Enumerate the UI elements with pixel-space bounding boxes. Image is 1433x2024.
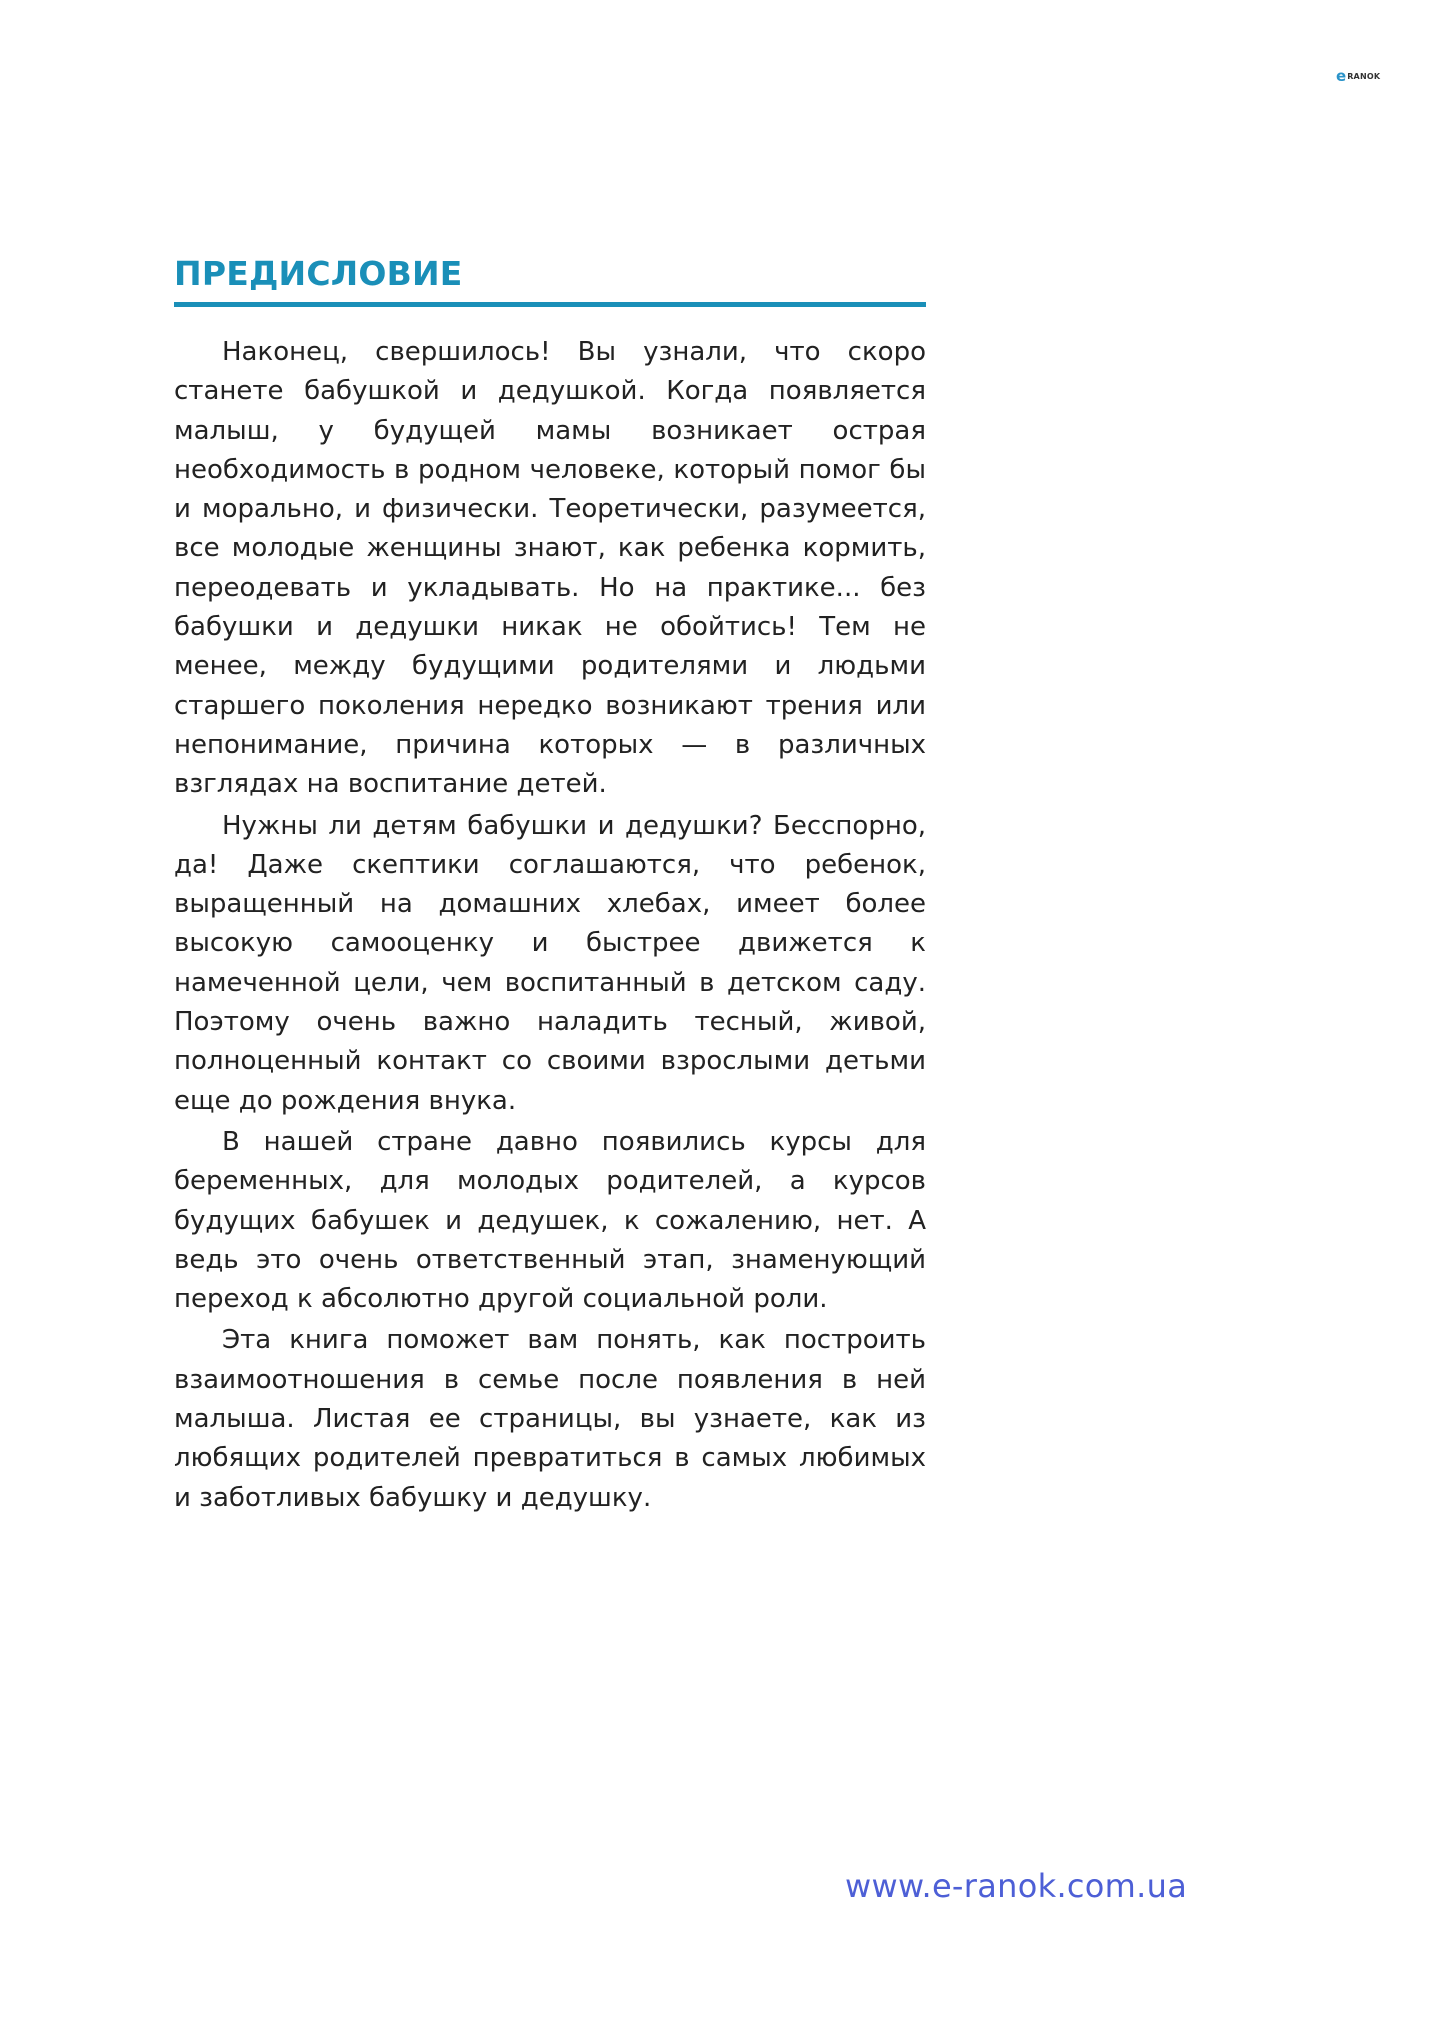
- website-link[interactable]: www.e-ranok.com.ua: [845, 1867, 1188, 1905]
- logo-text: RANOK: [1347, 71, 1381, 81]
- publisher-logo: [1336, 66, 1400, 86]
- logo-mark: e: [1336, 66, 1347, 85]
- paragraph-4: Эта книга поможет вам понять, как построить взаимоотношения в семье после появления в ней малыша. Листая ее страницы, вы узнаете, как из любящих родителей превратиться в самых любимых и заботливых бабушку и дедушку.: [174, 1325, 926, 1513]
- page-heading: ПРЕДИСЛОВИЕ: [174, 254, 926, 307]
- paragraph-3: В нашей стране давно появились курсы для беременных, для молодых родителей, а курсов будущих бабушек и дедушек, к сожалению, нет. А ведь это очень ответственный этап, знаменующий переход к абсолютно другой социальной роли.: [174, 1126, 926, 1315]
- paragraph-1: Наконец, свершилось! Вы узнали, что скоро станете бабушкой и дедушкой. Когда появляется малыш, у будущей мамы возникает острая необходимость в родном человеке, который помог бы и морально, и физически. Теоретически, разумеется, все молодые женщины знают, как ребенка кормить, переодевать и укладывать. Но на практике... без бабушки и дедушки никак не обойтись! Тем не менее, между будущими родителями и людьми старшего поколения нередко возникают трения или непонимание, причина которых — в различных взглядах на воспитание детей.: [174, 337, 926, 800]
- preface-body: [174, 333, 926, 1518]
- paragraph-2: Нужны ли детям бабушки и дедушки? Бесспорно, да! Даже скептики соглашаются, что ребенок, выращенный на домашних хлебах, имеет более высокую самооценку и быстрее движется к намеченной цели, чем воспитанный в детском саду. Поэтому очень важно наладить тесный, живой, полноценный контакт со своими взрослыми детьми еще до рождения внука.: [174, 810, 926, 1116]
